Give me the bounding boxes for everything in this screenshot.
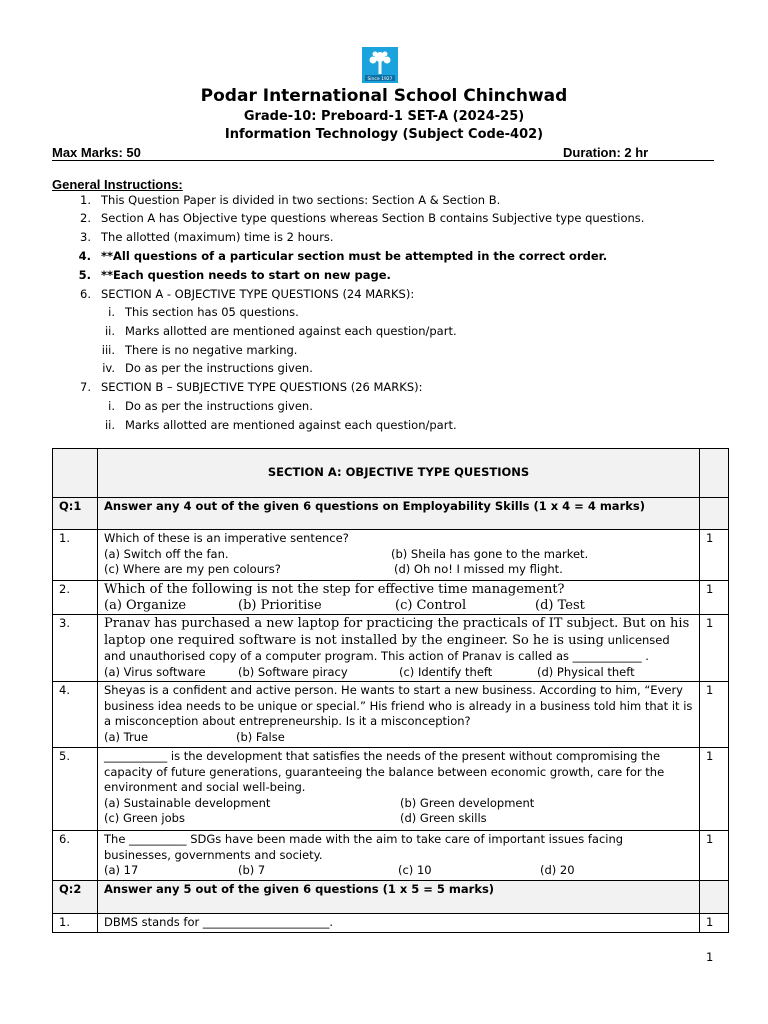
option-a: (a) 17 [104, 863, 139, 877]
option-a: (a) Switch off the fan. [104, 546, 229, 561]
question-number: 1. [53, 914, 98, 933]
school-name: Podar International School Chinchwad [200, 86, 568, 106]
question-text: DBMS stands for ______________________. [98, 914, 700, 933]
school-logo [362, 47, 398, 83]
instructions-heading: General Instructions: [52, 177, 183, 192]
question-body [98, 831, 700, 881]
question-marks: 1 [700, 748, 729, 831]
instruction-subitem: i. Do as per the instructions given. [108, 399, 313, 413]
option-d: (d) Physical theft [537, 664, 635, 679]
option-c: (c) 10 [398, 863, 432, 877]
question-body [98, 748, 700, 831]
q2-label: Q:2 [53, 881, 98, 914]
exam-title: Grade-10: Preboard-1 SET-A (2024-25) [243, 109, 525, 124]
question-text: The __________ SDGs have been made with the aim to take care of important issues facing businesses, governments and society. [104, 832, 624, 862]
question-row [53, 530, 729, 581]
option-d: (d) Oh no! I missed my flight. [394, 562, 563, 576]
option-a: (a) Virus software [104, 664, 206, 679]
option-b: (b) Software piracy [238, 664, 348, 679]
option-b: (b) 7 [238, 863, 266, 877]
section-header-row [53, 449, 729, 498]
option-c: (c) Where are my pen colours? [104, 562, 281, 576]
question-body [98, 581, 700, 615]
question-number: 2. [53, 581, 98, 615]
instruction-subitem: iii. There is no negative marking. [101, 343, 298, 357]
question-number: 1. [53, 530, 98, 581]
page-number: 1 [706, 950, 714, 964]
instruction-item: 1. This Question Paper is divided in two sections: Section A & Section B. [80, 193, 501, 207]
question-table [52, 448, 729, 933]
instruction-item: 3. The allotted (maximum) time is 2 hours. [80, 230, 334, 244]
instruction-subitem: iv. Do as per the instructions given. [102, 361, 313, 375]
question-text-serif: Pranav has purchased a new laptop for practicing the practicals of IT subject. But on his laptop one required software is not installed by the engineer. So he is using [104, 616, 690, 648]
question-body [98, 682, 700, 748]
option-c: (c) Control [395, 597, 467, 613]
option-b: (b) False [236, 729, 285, 744]
option-a: (a) Organize [104, 597, 187, 613]
question-text: Which of the following is not the step for effective time management? [104, 582, 565, 597]
question-number: 4. [53, 682, 98, 748]
instruction-subitem: ii. Marks allotted are mentioned against each question/part. [104, 418, 457, 432]
max-marks: Max Marks: 50 [52, 145, 141, 160]
question-row [53, 682, 729, 748]
question-number: 6. [53, 831, 98, 881]
q2-header-row [53, 881, 729, 914]
question-number: 5. [53, 748, 98, 831]
q1-instruction: Answer any 4 out of the given 6 questions on Employability Skills (1 x 4 = 4 marks) [98, 498, 700, 530]
question-number: 3. [53, 615, 98, 682]
section-a-title: SECTION A: OBJECTIVE TYPE QUESTIONS [98, 449, 700, 498]
subject-title: Information Technology (Subject Code-402) [224, 127, 544, 142]
option-b: (b) Prioritise [238, 597, 322, 613]
q2-instruction: Answer any 5 out of the given 6 questions (1 x 5 = 5 marks) [98, 881, 700, 914]
option-c: (c) Identify theft [399, 664, 493, 679]
question-row [53, 831, 729, 881]
question-marks: 1 [700, 530, 729, 581]
question-row [53, 748, 729, 831]
q1-header-row [53, 498, 729, 530]
question-marks: 1 [700, 831, 729, 881]
option-c: (c) Green jobs [104, 811, 185, 825]
question-marks: 1 [700, 682, 729, 748]
option-a: (a) True [104, 729, 149, 744]
instruction-item: 4. **All questions of a particular section must be attempted in the correct order. [78, 249, 608, 263]
question-text: Sheyas is a confident and active person. He wants to start a new business. According to him, “Every business idea needs to be unique or special.” His friend who is already in a business told him that it is a misconception about entrepreneurship. Is it a misconception? [104, 683, 693, 728]
question-row [53, 581, 729, 615]
instruction-subitem: i. This section has 05 questions. [108, 305, 299, 319]
q1-label: Q:1 [53, 498, 98, 530]
instruction-item: 7. SECTION B – SUBJECTIVE TYPE QUESTIONS (26 MARKS): [80, 380, 423, 394]
option-d: (d) 20 [540, 863, 575, 877]
instruction-item: 5. **Each question needs to start on new page. [78, 268, 391, 282]
instruction-item: 6. SECTION A - OBJECTIVE TYPE QUESTIONS (24 MARKS): [80, 287, 415, 301]
header-divider [52, 160, 714, 161]
instruction-item: 2. Section A has Objective type questions whereas Section B contains Subjective type questions. [80, 211, 645, 225]
option-b: (b) Sheila has gone to the market. [391, 546, 589, 561]
option-b: (b) Green development [400, 795, 535, 810]
logo-since-text: Since 1927 [367, 77, 393, 82]
duration: Duration: 2 hr [563, 145, 649, 160]
question-row [53, 615, 729, 682]
question-text: ___________ is the development that satisfies the needs of the present without compromising the capacity of future generations, guaranteeing the balance between economic growth, care for the environment and social well-being. [104, 749, 665, 794]
question-body [98, 530, 700, 581]
question-row [53, 914, 729, 933]
option-a: (a) Sustainable development [104, 795, 271, 810]
option-d: (d) Green skills [400, 811, 487, 825]
question-body [98, 615, 700, 682]
question-text: unlicensed and unauthorised copy of a computer program. This action of Pranav is called as ____________ . [104, 632, 670, 663]
instruction-subitem: ii. Marks allotted are mentioned against each question/part. [104, 324, 457, 338]
question-marks: 1 [700, 914, 729, 933]
option-d: (d) Test [535, 597, 585, 613]
question-marks: 1 [700, 615, 729, 682]
question-text: Which of these is an imperative sentence? [104, 531, 349, 545]
question-marks: 1 [700, 581, 729, 615]
